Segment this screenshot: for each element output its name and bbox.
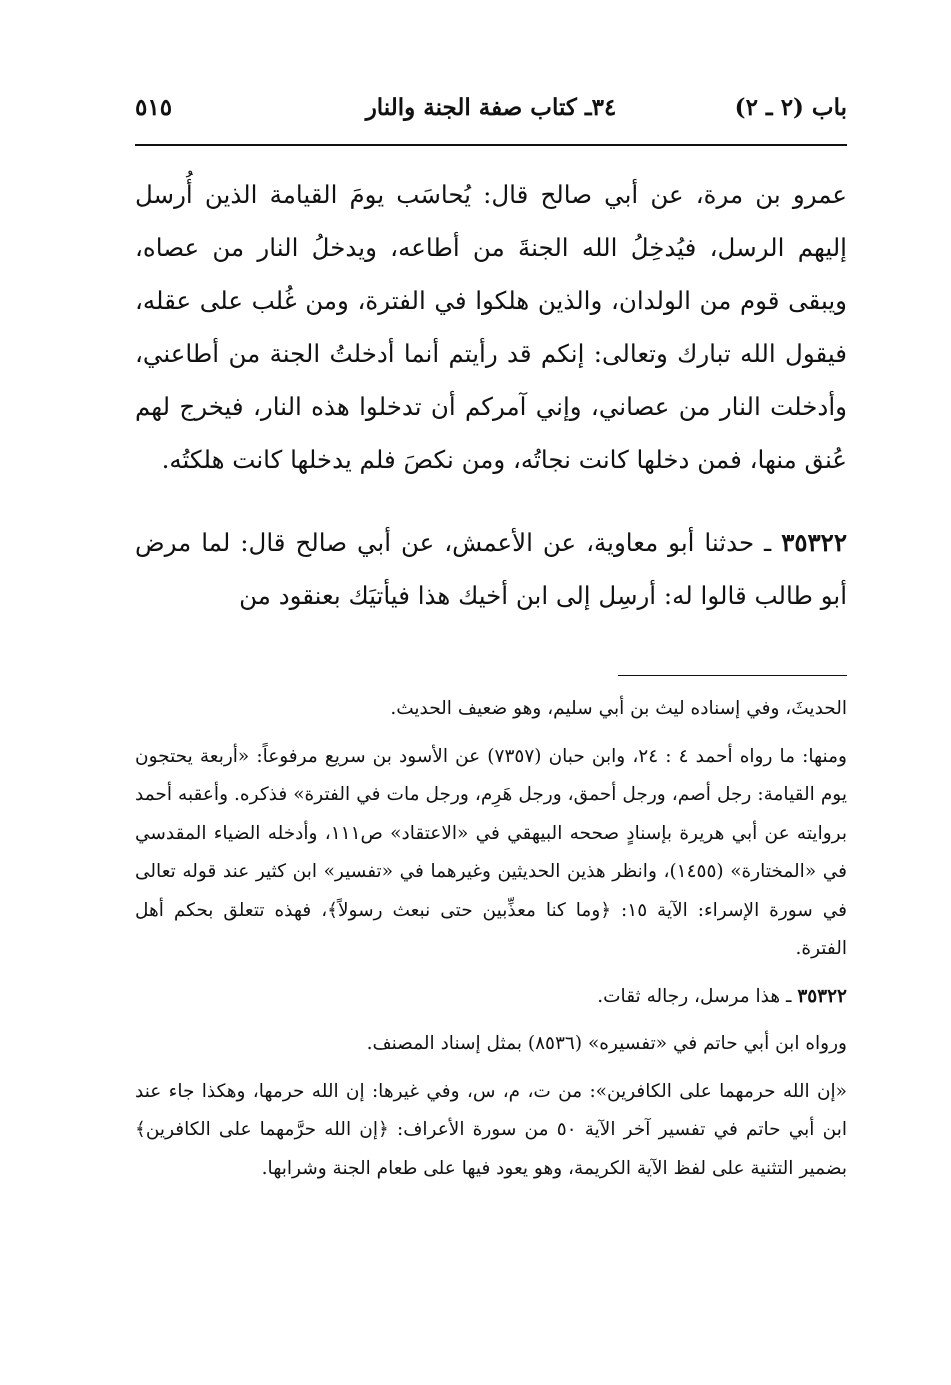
hadith-number: ٣٥٣٢٢	[781, 528, 847, 557]
main-text	[135, 168, 847, 622]
hadith-paragraph	[135, 516, 847, 622]
footnote-text: ـ هذا مرسل، رجاله ثقات.	[597, 985, 792, 1007]
footnote-paragraph	[135, 978, 847, 1017]
chapter-section-label: باب (٢ ـ ٢)	[734, 94, 847, 121]
hadith-text: ـ حدثنا أبو معاوية، عن الأعمش، عن أبي صالح قال: لما مرض أبو طالب قالوا له: أرسِل إلى ابن أخيك هذا فيأتيَك بعنقود من	[135, 528, 847, 610]
page-number: ٥١٥	[135, 94, 173, 121]
footnote-hadith-number: ٣٥٣٢٢	[797, 985, 847, 1007]
header-rule	[135, 144, 847, 146]
footnote-paragraph: ورواه ابن أبي حاتم في «تفسيره» (٨٥٣٦) بمثل إسناد المصنف.	[366, 1033, 847, 1054]
book-title: ٣٤ـ كتاب صفة الجنة والنار	[365, 94, 617, 121]
footnote-rule	[618, 675, 847, 676]
footnote-paragraph: ومنها: ما رواه أحمد ٤ : ٢٤، وابن حبان (٧٣٥٧) عن الأسود بن سريع مرفوعاً: «أربعة يحتجون يوم القيامة: رجل أصم، ورجل أحمق، ورجل هَرِم، ورجل مات في الفترة» فذكره. وأعقبه أحمد بروايته عن أبي هريرة بإسنادٍ صححه البيهقي في «الاعتقاد» ص١١١، وأدخله الضياء المقدسي في «المختارة» (١٤٥٥)، وانظر هذين الحديثين وغيرهما في «تفسير» ابن كثير عند قوله تعالى في سورة الإسراء: الآية ١٥: ﴿وما كنا معذِّبين حتى نبعث رسولاً﴾، فهذه تتعلق بحكم أهل الفترة.	[135, 745, 847, 959]
footnotes	[135, 690, 847, 1188]
main-paragraph: عمرو بن مرة، عن أبي صالح قال: يُحاسَب يومَ القيامة الذين أُرسل إليهم الرسل، فيُدخِلُ الله الجنةَ من أطاعه، ويدخلُ النار من عصاه، ويبقى قوم من الولدان، والذين هلكوا في الفترة، ومن غُلب على عقله، فيقول الله تبارك وتعالى: إنكم قد رأيتم أنما أدخلتُ الجنة من أطاعني، وأدخلت النار من عصاني، وإني آمركم أن تدخلوا هذه النار، فيخرج لهم عُنق منها، فمن دخلها كانت نجاتُه، ومن نكصَ فلم يدخلها كانت هلكتُه.	[135, 180, 847, 474]
footnote-paragraph: «إن الله حرمهما على الكافرين»: من ت، م، س، وفي غيرها: إن الله حرمها، وهكذا جاء عند ابن أبي حاتم في تفسير آخر الآية ٥٠ من سورة الأعراف: ﴿إن الله حرَّمهما على الكافرين﴾ بضمير التثنية على لفظ الآية الكريمة، وهو يعود فيها على طعام الجنة وشرابها.	[135, 1080, 847, 1179]
running-header	[135, 86, 847, 130]
footnote-paragraph: الحديثَ، وفي إسناده ليث بن أبي سليم، وهو ضعيف الحديث.	[390, 698, 847, 719]
